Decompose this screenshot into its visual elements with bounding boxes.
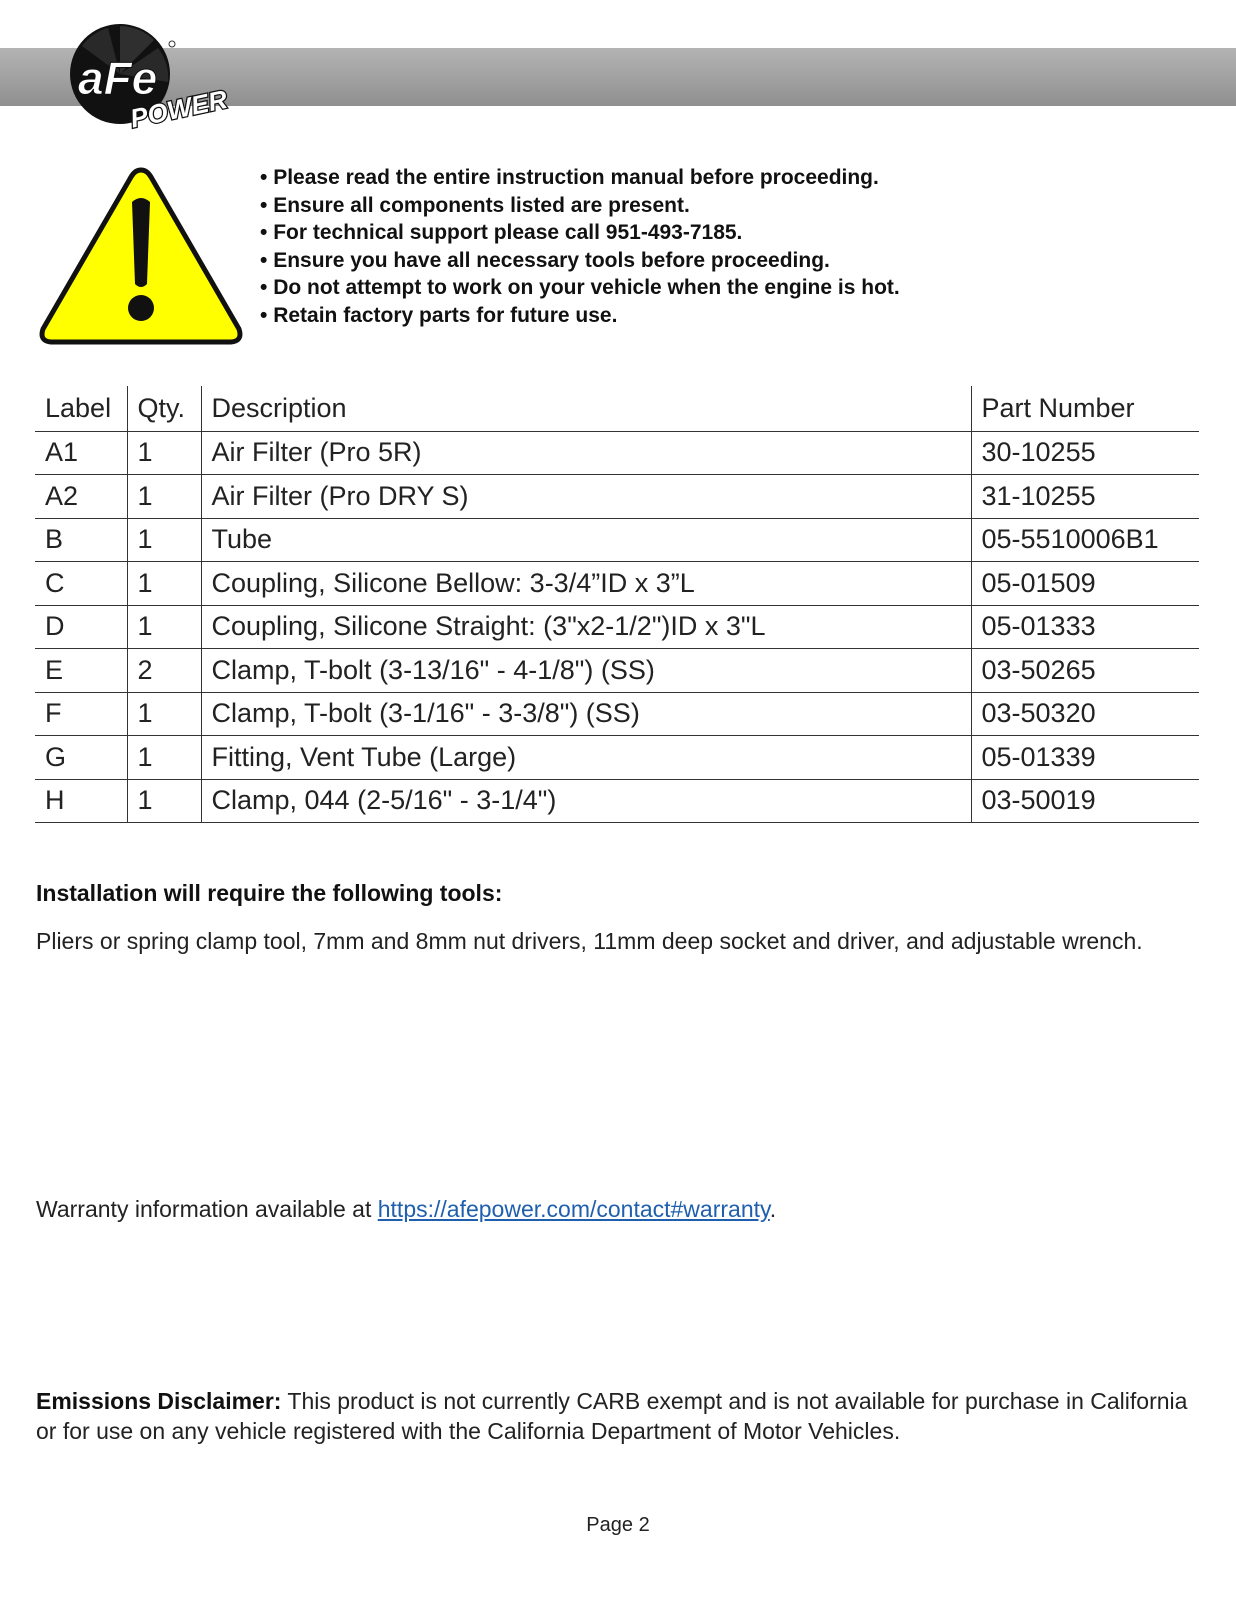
cell-label: A2 bbox=[35, 475, 127, 519]
table-row bbox=[35, 692, 1199, 736]
cell-label: C bbox=[35, 562, 127, 606]
cell-qty: 1 bbox=[127, 779, 201, 823]
emissions-text: This product is not currently CARB exempt and is not available for purchase in California or for use on any vehicle registered with the California Department of Motor Vehicles. bbox=[36, 1388, 1188, 1444]
warning-item: • Ensure all components listed are present. bbox=[260, 192, 900, 220]
warning-item: • Retain factory parts for future use. bbox=[260, 302, 900, 330]
cell-qty: 1 bbox=[127, 518, 201, 562]
cell-label: E bbox=[35, 649, 127, 693]
cell-part-number: 05-5510006B1 bbox=[971, 518, 1199, 562]
cell-qty: 1 bbox=[127, 736, 201, 780]
cell-description: Clamp, 044 (2-5/16" - 3-1/4") bbox=[201, 779, 971, 823]
cell-qty: 1 bbox=[127, 431, 201, 475]
cell-description: Coupling, Silicone Bellow: 3-3/4”ID x 3”L bbox=[201, 562, 971, 606]
cell-part-number: 05-01333 bbox=[971, 605, 1199, 649]
afe-power-logo bbox=[68, 22, 248, 136]
warning-item: • Please read the entire instruction manual before proceeding. bbox=[260, 164, 900, 192]
cell-qty: 2 bbox=[127, 649, 201, 693]
column-header-description: Description bbox=[201, 386, 971, 431]
warranty-link[interactable]: https://afepower.com/contact#warranty bbox=[377, 1196, 770, 1222]
cell-description: Coupling, Silicone Straight: (3"x2-1/2")ID x 3"L bbox=[201, 605, 971, 649]
cell-part-number: 03-50320 bbox=[971, 692, 1199, 736]
warranty-info bbox=[36, 1196, 776, 1223]
table-row bbox=[35, 562, 1199, 606]
cell-qty: 1 bbox=[127, 605, 201, 649]
table-row bbox=[35, 431, 1199, 475]
cell-label: F bbox=[35, 692, 127, 736]
page-number: Page 2 bbox=[586, 1514, 650, 1536]
cell-label: G bbox=[35, 736, 127, 780]
cell-description: Tube bbox=[201, 518, 971, 562]
cell-label: H bbox=[35, 779, 127, 823]
table-header-row bbox=[35, 386, 1199, 431]
table-row bbox=[35, 475, 1199, 519]
table-row bbox=[35, 605, 1199, 649]
column-header-qty: Qty. bbox=[127, 386, 201, 431]
cell-part-number: 03-50019 bbox=[971, 779, 1199, 823]
cell-description: Air Filter (Pro DRY S) bbox=[201, 475, 971, 519]
table-row bbox=[35, 518, 1199, 562]
table-row bbox=[35, 779, 1199, 823]
cell-qty: 1 bbox=[127, 562, 201, 606]
cell-qty: 1 bbox=[127, 692, 201, 736]
svg-text:POWER: POWER bbox=[127, 83, 230, 134]
warranty-prefix: Warranty information available at bbox=[36, 1196, 378, 1222]
cell-description: Clamp, T-bolt (3-1/16" - 3-3/8") (SS) bbox=[201, 692, 971, 736]
cell-part-number: 05-01509 bbox=[971, 562, 1199, 606]
cell-qty: 1 bbox=[127, 475, 201, 519]
warning-item: • For technical support please call 951-493-7185. bbox=[260, 219, 900, 247]
emissions-label: Emissions Disclaimer: bbox=[36, 1388, 282, 1414]
cell-label: D bbox=[35, 605, 127, 649]
cell-description: Air Filter (Pro 5R) bbox=[201, 431, 971, 475]
tools-heading: Installation will require the following tools: bbox=[36, 880, 503, 906]
cell-label: B bbox=[35, 518, 127, 562]
column-header-label: Label bbox=[35, 386, 127, 431]
column-header-part-number: Part Number bbox=[971, 386, 1199, 431]
warning-item: • Do not attempt to work on your vehicle when the engine is hot. bbox=[260, 274, 900, 302]
cell-part-number: 05-01339 bbox=[971, 736, 1199, 780]
cell-part-number: 30-10255 bbox=[971, 431, 1199, 475]
cell-part-number: 31-10255 bbox=[971, 475, 1199, 519]
warning-item: • Ensure you have all necessary tools before proceeding. bbox=[260, 247, 900, 275]
warranty-suffix: . bbox=[769, 1196, 777, 1222]
tools-text: Pliers or spring clamp tool, 7mm and 8mm nut drivers, 11mm deep socket and driver, and adjustable wrench. bbox=[36, 928, 1143, 954]
cell-description: Clamp, T-bolt (3-13/16" - 4-1/8") (SS) bbox=[201, 649, 971, 693]
parts-table bbox=[35, 386, 1199, 823]
cell-label: A1 bbox=[35, 431, 127, 475]
cell-part-number: 03-50265 bbox=[971, 649, 1199, 693]
cell-description: Fitting, Vent Tube (Large) bbox=[201, 736, 971, 780]
svg-text:aFe: aFe bbox=[78, 52, 158, 104]
table-row bbox=[35, 736, 1199, 780]
emissions-disclaimer bbox=[36, 1386, 1196, 1446]
warning-triangle-icon bbox=[36, 164, 246, 348]
table-row bbox=[35, 649, 1199, 693]
safety-warnings-list bbox=[260, 164, 900, 329]
